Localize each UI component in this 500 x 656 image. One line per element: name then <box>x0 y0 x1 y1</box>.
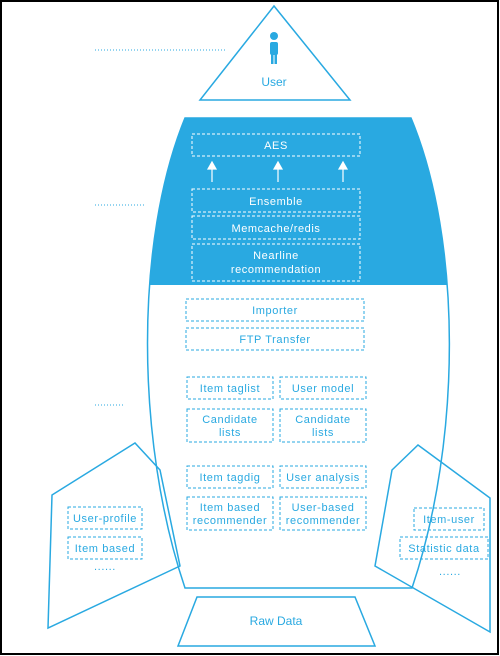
ftp-label: FTP Transfer <box>239 334 311 346</box>
item-taglist-label: Item taglist <box>199 383 261 395</box>
right-fin <box>375 445 490 632</box>
user-label: User <box>261 75 287 89</box>
item-rec-line2: recommender <box>192 515 268 527</box>
importer-label: Importer <box>252 305 298 317</box>
user-rec-line2: recommender <box>285 515 361 527</box>
user-rec-line1: User-based <box>291 502 355 514</box>
person-icon <box>270 32 278 64</box>
statistic-data-label: Statistic data <box>408 543 480 555</box>
ensemble-label: Ensemble <box>249 196 303 208</box>
user-model-label: User model <box>291 383 355 395</box>
candidate-left-line2: lists <box>219 427 241 439</box>
user-profile-label: User-profile <box>72 513 138 525</box>
right-fin-ellipsis: ...... <box>439 566 461 578</box>
candidate-left-line1: Candidate <box>202 414 258 426</box>
nearline-label-line1: Nearline <box>253 250 299 262</box>
nearline-label-line2: recommendation <box>230 264 322 276</box>
user-analysis-label: User analysis <box>286 472 360 484</box>
item-based-label: Item based <box>74 543 136 555</box>
raw-data-label: Raw Data <box>249 614 303 628</box>
aes-label: AES <box>264 140 288 152</box>
left-fin-ellipsis: ...... <box>94 561 116 573</box>
outer-frame <box>1 1 498 654</box>
left-fin <box>48 443 180 628</box>
candidate-right-line2: lists <box>312 427 334 439</box>
item-user-label: Item-user <box>423 514 475 526</box>
item-rec-line1: Item based <box>199 502 261 514</box>
cache-label: Memcache/redis <box>231 223 321 235</box>
item-tagdig-label: Item tagdig <box>199 472 261 484</box>
candidate-right-line1: Candidate <box>295 414 351 426</box>
